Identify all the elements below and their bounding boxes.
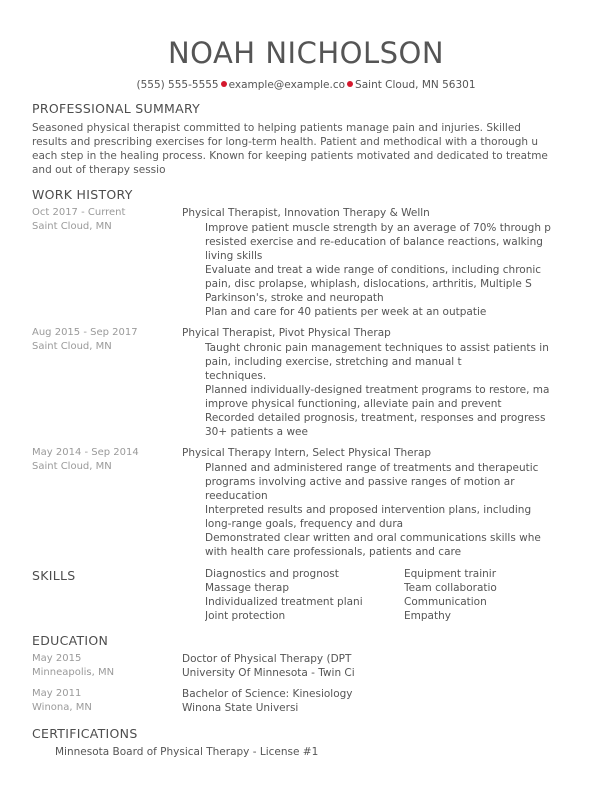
summary-line: Seasoned physical therapist committed to helping patients manage pain and injuries. Skilled [32, 122, 521, 134]
skill-item: Equipment trainir [404, 567, 504, 581]
skill-item: Communication [404, 595, 504, 609]
job-dates: Aug 2015 - Sep 2017 [32, 327, 138, 338]
bullet-line: Planned individually-designed treatment programs to restore, ma [205, 384, 550, 396]
bullet-line: reeducation [205, 490, 268, 502]
bullet-line: Recorded detailed prognosis, treatment, responses and progress [205, 412, 546, 424]
section-title-work-history: WORK HISTORY [32, 187, 133, 202]
bullet-line: long-range goals, frequency and dura [205, 518, 404, 530]
certification-item: Minnesota Board of Physical Therapy - License #1 [55, 745, 345, 759]
candidate-name: NOAH NICHOLSON [167, 36, 445, 70]
job-bullet [205, 503, 584, 531]
skill-item: Empathy [404, 609, 504, 623]
skill-item: Massage therap [205, 581, 377, 595]
job-title: Physical Therapist, Innovation Therapy & Welln [182, 207, 430, 219]
section-title-certifications: CERTIFICATIONS [32, 726, 138, 741]
job-bullet [205, 411, 584, 439]
bullet-line: Improve patient muscle strength by an average of 70% through p [205, 222, 551, 234]
skills-list-right [404, 567, 504, 623]
job-dates: Oct 2017 - Current [32, 207, 126, 218]
school: University Of Minnesota - Twin Ci [182, 667, 355, 679]
section-title-education: EDUCATION [32, 633, 109, 648]
education-location: Minneapolis, MN [32, 667, 115, 678]
address: Saint Cloud, MN 56301 [355, 79, 476, 91]
certifications-list [55, 745, 345, 759]
bullet-line: Planned and administered range of treatments and therapeutic [205, 462, 539, 474]
bullet-line: Plan and care for 40 patients per week at an outpatie [205, 306, 487, 318]
bullet-line: Evaluate and treat a wide range of conditions, including chronic [205, 264, 542, 276]
job-location: Saint Cloud, MN [32, 221, 112, 232]
bullet-line: programs involving active and passive ranges of motion ar [205, 476, 515, 488]
education-date: May 2015 [32, 653, 82, 664]
phone-number: (555) 555-5555 [136, 79, 219, 91]
job-bullet [205, 461, 584, 503]
degree: Doctor of Physical Therapy (DPT [182, 653, 352, 665]
summary-line: results and prescribing exercises for long-term health. Patient and methodical with a thorough u [32, 136, 539, 148]
contact-line [0, 79, 612, 91]
email-address: example@example.co [228, 79, 346, 91]
skill-item: Joint protection [205, 609, 377, 623]
job-bullet [205, 221, 584, 263]
job-bullet [205, 263, 584, 305]
bullet-line: pain, including exercise, stretching and manual t [205, 356, 462, 368]
job-bullet [205, 341, 584, 383]
bullet-line: with health care professionals, patients and care [205, 546, 462, 558]
skill-item: Team collaboratio [404, 581, 504, 595]
skill-item: Diagnostics and prognost [205, 567, 377, 581]
job-bullets [205, 221, 584, 319]
job-title: Phyical Therapist, Pivot Physical Therap [182, 327, 391, 339]
degree: Bachelor of Science: Kinesiology [182, 688, 353, 700]
bullet-line: living skills [205, 250, 263, 262]
bullet-line: Parkinson's, stroke and neuropath [205, 292, 384, 304]
summary-text [32, 121, 584, 177]
section-title-skills: SKILLS [32, 568, 76, 583]
summary-line: and out of therapy sessio [32, 164, 166, 176]
job-bullet [205, 383, 584, 411]
bullet-line: Interpreted results and proposed intervention plans, including [205, 504, 532, 516]
job-dates: May 2014 - Sep 2014 [32, 447, 139, 458]
job-title: Physical Therapy Intern, Select Physical Therap [182, 447, 432, 459]
job-bullet [205, 305, 584, 319]
education-date: May 2011 [32, 688, 82, 699]
skills-list-left [205, 567, 377, 623]
bullet-line: Taught chronic pain management techniques to assist patients in [205, 342, 549, 354]
job-bullets [205, 341, 584, 439]
job-location: Saint Cloud, MN [32, 341, 112, 352]
bullet-line: pain, disc prolapse, whiplash, dislocations, arthritis, Multiple S [205, 278, 532, 290]
job-bullets [205, 461, 584, 559]
job-location: Saint Cloud, MN [32, 461, 112, 472]
school: Winona State Universi [182, 702, 299, 714]
separator-dot-icon [347, 81, 353, 87]
bullet-line: 30+ patients a wee [205, 426, 308, 438]
separator-dot-icon [221, 81, 227, 87]
education-location: Winona, MN [32, 702, 92, 713]
bullet-line: improve physical functioning, alleviate pain and prevent [205, 398, 502, 410]
bullet-line: Demonstrated clear written and oral communications skills whe [205, 532, 541, 544]
bullet-line: resisted exercise and re-education of balance reactions, walking [205, 236, 543, 248]
job-bullet [205, 531, 584, 559]
bullet-line: techniques. [205, 370, 267, 382]
summary-line: each step in the healing process. Known for keeping patients motivated and dedicated to treatme [32, 150, 548, 162]
skill-item: Individualized treatment plani [205, 595, 377, 609]
section-title-summary: PROFESSIONAL SUMMARY [32, 101, 201, 116]
